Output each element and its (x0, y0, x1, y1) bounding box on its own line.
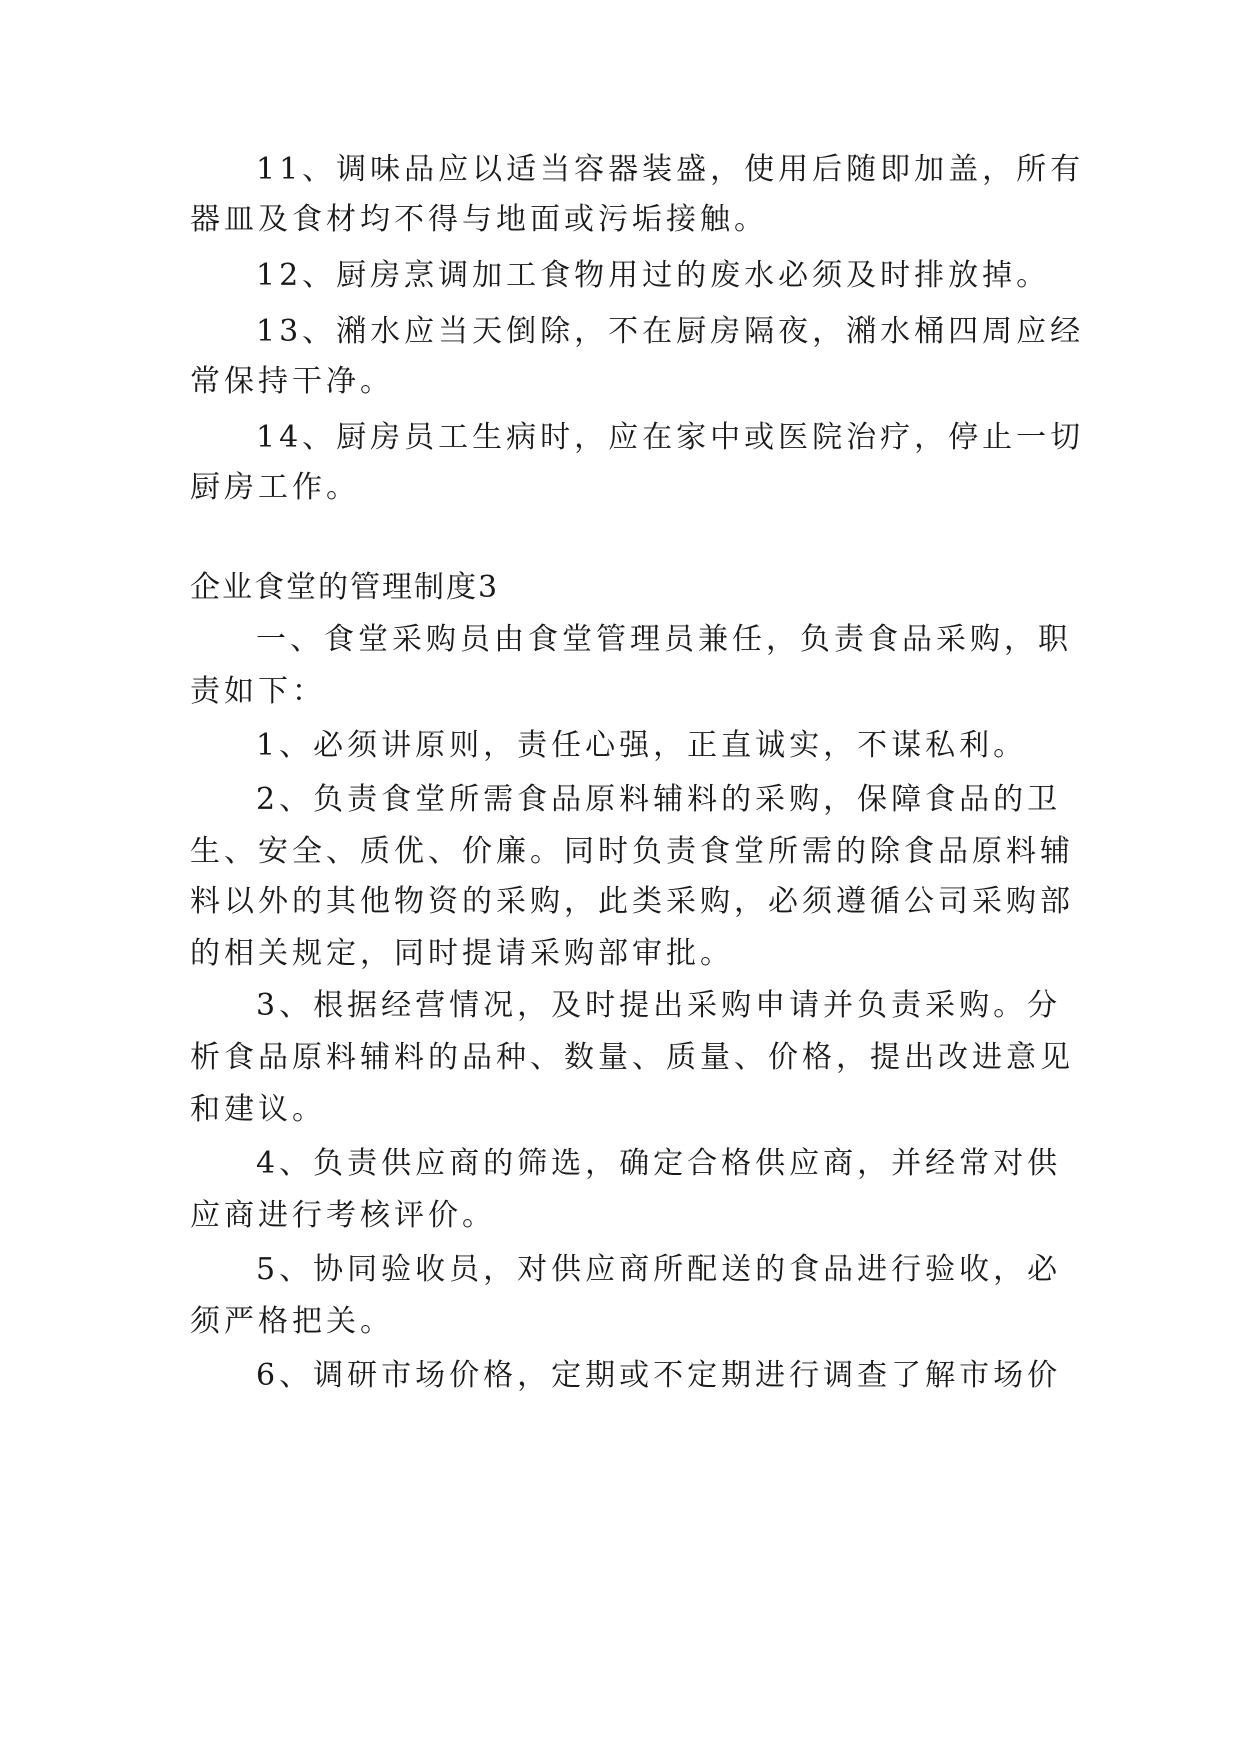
paragraph-13-line-2: 常保持干净。 (190, 364, 394, 399)
paragraph-12-line-1: 12、厨房烹调加工食物用过的废水必须及时排放掉。 (256, 258, 1051, 293)
paragraph-intro-line-2: 责如下： (190, 674, 326, 709)
paragraph-14-line-2: 厨房工作。 (190, 470, 360, 505)
item-5-line-1: 5、协同验收员，对供应商所配送的食品进行验收，必 (256, 1252, 1062, 1287)
item-1-line-1: 1、必须讲原则，责任心强，正直诚实，不谋私利。 (256, 728, 1028, 763)
paragraph-14-line-1: 14、厨房员工生病时，应在家中或医院治疗，停止一切 (256, 420, 1085, 455)
item-3-line-2: 析食品原料辅料的品种、数量、质量、价格，提出改进意见 (190, 1040, 1074, 1075)
paragraph-11-line-1: 11、调味品应以适当容器装盛，使用后随即加盖，所有 (256, 152, 1085, 187)
item-2-line-2: 生、安全、质优、价廉。同时负责食堂所需的除食品原料辅 (190, 834, 1074, 869)
section-heading: 企业食堂的管理制度3 (190, 570, 500, 605)
item-3-line-1: 3、根据经营情况，及时提出采购申请并负责采购。分 (256, 988, 1062, 1023)
item-5-line-2: 须严格把关。 (190, 1304, 394, 1339)
item-4-line-2: 应商进行考核评价。 (190, 1198, 496, 1233)
item-2-line-3: 料以外的其他物资的采购，此类采购，必须遵循公司采购部 (190, 884, 1074, 919)
item-2-line-1: 2、负责食堂所需食品原料辅料的采购，保障食品的卫 (256, 782, 1062, 817)
item-4-line-1: 4、负责供应商的筛选，确定合格供应商，并经常对供 (256, 1146, 1062, 1181)
paragraph-11-line-2: 器皿及食材均不得与地面或污垢接触。 (190, 202, 768, 237)
item-6-line-1: 6、调研市场价格，定期或不定期进行调查了解市场价 (256, 1358, 1062, 1393)
item-3-line-3: 和建议。 (190, 1092, 326, 1127)
paragraph-13-line-1: 13、潲水应当天倒除，不在厨房隔夜，潲水桶四周应经 (256, 314, 1085, 349)
paragraph-intro-line-1: 一、食堂采购员由食堂管理员兼任，负责食品采购，职 (256, 622, 1072, 657)
item-2-line-4: 的相关规定，同时提请采购部审批。 (190, 936, 734, 971)
